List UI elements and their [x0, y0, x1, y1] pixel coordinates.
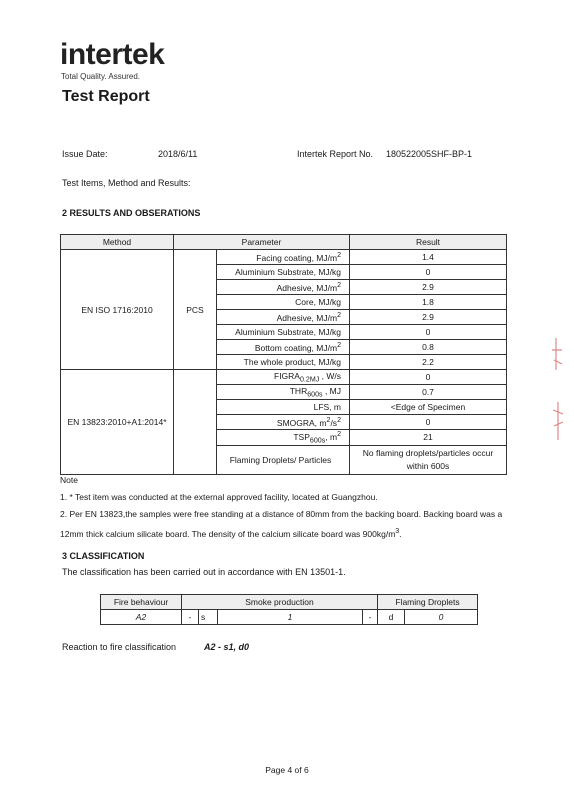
reaction-label: Reaction to fire classification: [62, 642, 177, 652]
method-cell: EN 13823:2010+A1:2014*: [61, 370, 174, 475]
col-result: Result: [350, 235, 507, 250]
issue-date-label: Issue Date:: [62, 149, 108, 159]
droplet-class: 0: [405, 610, 478, 625]
d-label: d: [378, 610, 405, 625]
col-method: Method: [61, 235, 174, 250]
param-cell: $THR_{600s}$ , MJ: [217, 385, 350, 400]
table-row: [61, 370, 507, 385]
param-cell: The whole product, MJ/kg: [217, 355, 350, 370]
result-cell: 1.8: [350, 295, 507, 310]
result-cell: 2.9: [350, 310, 507, 325]
page-number: Page 4 of 6: [265, 765, 309, 775]
section-intro: Test Items, Method and Results:: [62, 178, 191, 188]
page-title: Test Report: [62, 88, 150, 105]
col-smoke-production: Smoke production: [182, 595, 378, 610]
col-parameter: Parameter: [174, 235, 350, 250]
method-cell: EN ISO 1716:2010: [61, 250, 174, 370]
result-cell: No flaming droplets/particles occur within 600s: [350, 445, 507, 474]
param-cell: Adhesive, $MJ/m^2$: [217, 280, 350, 295]
result-cell: 0: [350, 325, 507, 340]
logo-tagline: Total Quality. Assured.: [61, 72, 140, 81]
param-cell: $TSP_{600s}$, $m^2$: [217, 430, 350, 446]
param-cell: Bottom coating, $MJ/m^2$: [217, 340, 350, 355]
s-label: s: [199, 610, 218, 625]
sub-method-cell: PCS: [174, 250, 217, 370]
param-cell: Aluminium Substrate, MJ/kg: [217, 265, 350, 280]
results-heading: 2 RESULTS AND OBSERATIONS: [62, 208, 201, 218]
sub-method-cell: [174, 370, 217, 475]
result-cell: 0.7: [350, 385, 507, 400]
smoke-class: 1: [218, 610, 363, 625]
param-cell: Core, MJ/kg: [217, 295, 350, 310]
note-1: 1. * Test item was conducted at the external approved facility, located at Guangzhou.: [60, 492, 378, 502]
result-cell: 0: [350, 415, 507, 430]
result-cell: 2.9: [350, 280, 507, 295]
classification-table: [100, 594, 478, 625]
result-cell: 0: [350, 265, 507, 280]
result-cell: <Edge of Specimen: [350, 400, 507, 415]
param-cell: SMOGRA, $m^2/s^2$: [217, 415, 350, 430]
reaction-value: A2 - s1, d0: [204, 642, 250, 652]
col-flaming-droplets: Flaming Droplets: [378, 595, 478, 610]
stamp-mark: [548, 330, 570, 450]
result-cell: 1.4: [350, 250, 507, 265]
param-cell: Aluminium Substrate, MJ/kg: [217, 325, 350, 340]
param-cell: Flaming Droplets/ Particles: [217, 445, 350, 474]
result-cell: 0.8: [350, 340, 507, 355]
dash: -: [363, 610, 378, 625]
note-title: Note: [60, 475, 78, 485]
param-cell: Facing coating, $MJ/m^2$: [217, 250, 350, 265]
classification-text: The classification has been carried out in accordance with EN 13501-1.: [62, 567, 346, 577]
param-cell: $FIGRA_{0.2MJ}$ , W/s: [217, 370, 350, 385]
report-no-label: Intertek Report No.: [297, 149, 374, 159]
result-cell: 0: [350, 370, 507, 385]
report-no: 180522005SHF-BP-1: [386, 149, 473, 159]
param-cell: Adhesive, $MJ/m^2$: [217, 310, 350, 325]
table-row: [61, 250, 507, 265]
issue-date: 2018/6/11: [158, 149, 198, 159]
param-cell: LFS, m: [217, 400, 350, 415]
intertek-logo: intertek: [60, 38, 165, 71]
notes: [60, 472, 510, 543]
fire-class: A2: [101, 610, 182, 625]
classification-heading: 3 CLASSIFICATION: [62, 551, 145, 561]
result-cell: 21: [350, 430, 507, 446]
result-cell: 2.2: [350, 355, 507, 370]
note-2: 2. Per EN 13823,the samples were free standing at a distance of 80mm from the backing board. Backing board was a 12mm thick calcium silicate board. The density of the calcium silicate board was $900kg/m^3$.: [60, 509, 503, 539]
results-table: [60, 234, 507, 475]
dash: -: [182, 610, 199, 625]
col-fire-behaviour: Fire behaviour: [101, 595, 182, 610]
